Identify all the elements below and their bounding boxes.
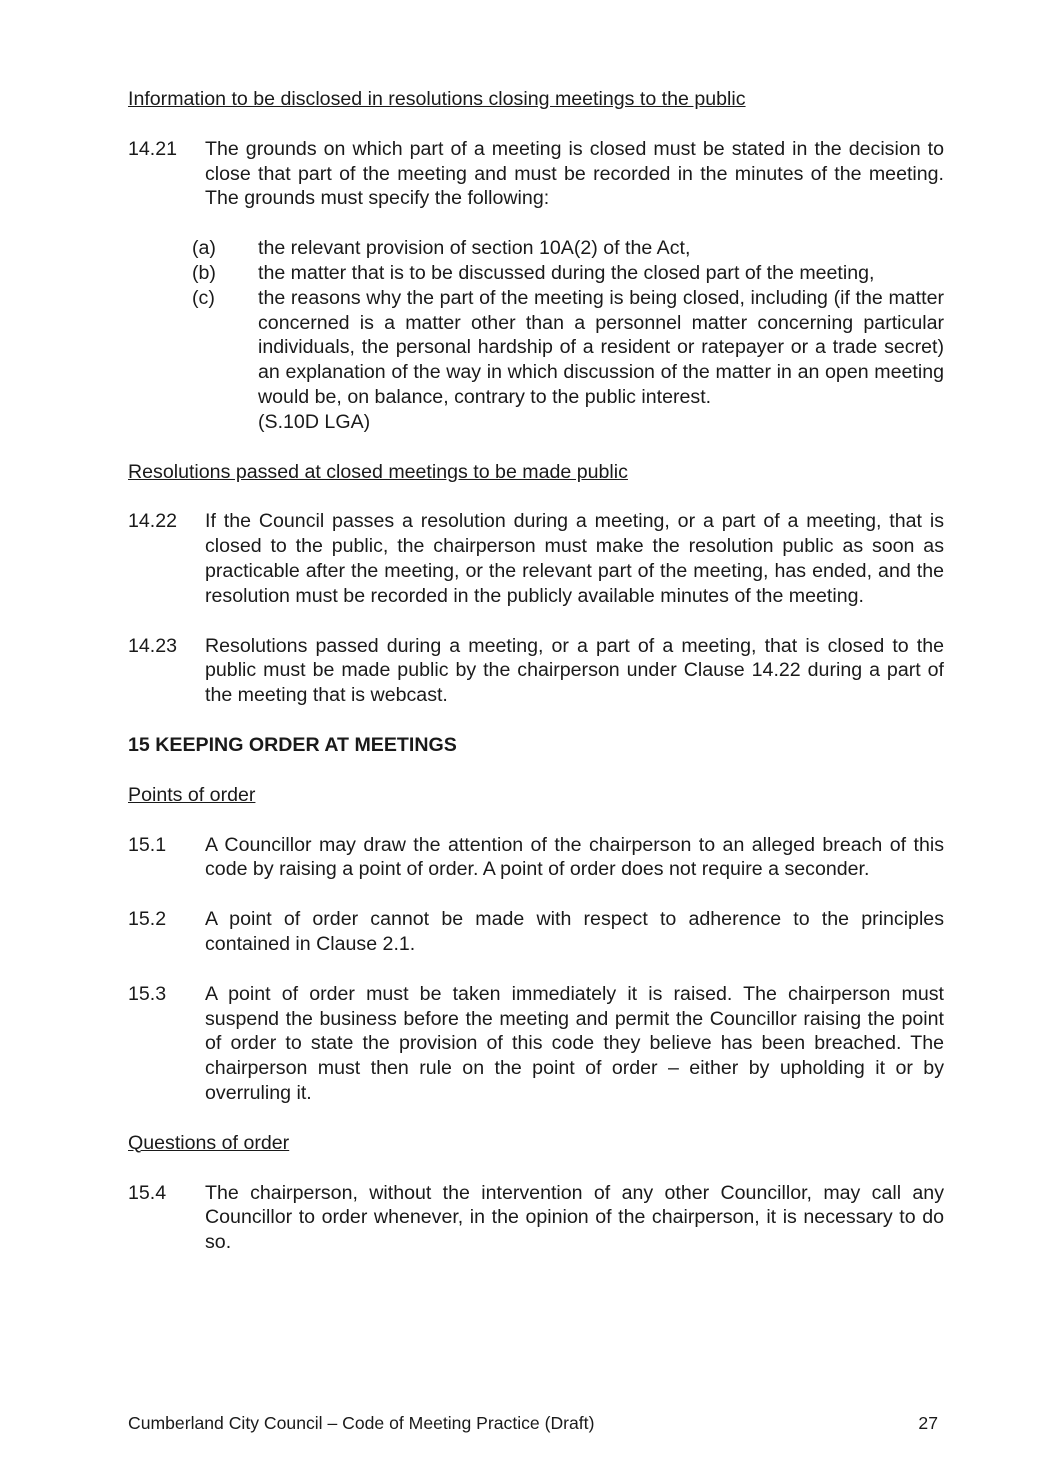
clause-text: A point of order cannot be made with respect to adherence to the principles contained in Clause 2.1.: [205, 908, 944, 955]
clause-text: A point of order must be taken immediately it is raised. The chairperson must suspend the business before the meeting and permit the Councillor raising the point of order to state the provision of this code they believe has been breached. The chairperson must then rule on the point of order – either by upholding it or by overruling it.: [205, 982, 944, 1104]
page-number: 27: [918, 1413, 938, 1433]
subheading-resolutions: Resolutions passed at closed meetings to be made public: [128, 460, 628, 483]
clause-number: 14.22: [128, 510, 178, 533]
clause-number: 15.1: [128, 833, 167, 856]
clause-14-22: [128, 509, 944, 608]
clause-15-2: [128, 907, 944, 957]
subheading-questions-of-order: Questions of order: [128, 1131, 290, 1154]
clause-15-3: [128, 982, 944, 1106]
clause-number: 15.4: [128, 1181, 167, 1204]
section-title: 15 KEEPING ORDER AT MEETINGS: [128, 733, 457, 756]
clause-15-4: [128, 1181, 944, 1255]
footer-title: Cumberland City Council – Code of Meeting Practice (Draft): [128, 1413, 595, 1433]
clause-text: The chairperson, without the intervention of any other Councillor, may call any Councillor to order whenever, in the opinion of the chairperson, it is necessary to do so.: [205, 1181, 944, 1254]
clause-number: 14.21: [128, 137, 178, 160]
clause-number: 15.3: [128, 982, 167, 1005]
page-footer: [128, 1411, 938, 1436]
legislation-reference: (S.10D LGA): [258, 410, 371, 433]
clause-text: A Councillor may draw the attention of the chairperson to an alleged breach of this code by raising a point of order. A point of order does not require a seconder.: [205, 833, 944, 881]
list-item-b: (b) the matter that is to be discussed during the closed part of the meeting,: [192, 261, 875, 284]
list-item-c: (c) the reasons why the part of the meeting is being closed, including (if the matter concerned is a matter other than a personnel matter concerning particular individuals, the personal hardship of a resident or ratepayer or a trade secret) an explanation of the way in which discussion of the matter in an open meeting would be, on balance, contrary to the public interest.: [192, 286, 944, 408]
subheading-points-of-order: Points of order: [128, 783, 256, 806]
clause-text: Resolutions passed during a meeting, or a part of a meeting, that is closed to the public must be made public by the chairperson under Clause 14.22 during a part of the meeting that is webcast.: [205, 634, 944, 707]
document-body: [128, 87, 944, 1255]
list-item-a: (a) the relevant provision of section 10A(2) of the Act,: [192, 237, 691, 260]
clause-text: The grounds on which part of a meeting is closed must be stated in the decision to close that part of the meeting and must be recorded in the minutes of the meeting. The grounds must specify the following:: [205, 137, 944, 210]
clause-14-23: [128, 634, 944, 708]
clause-number: 14.23: [128, 634, 178, 657]
subheading-disclosure: Information to be disclosed in resolutions closing meetings to the public: [128, 88, 746, 110]
clause-14-21: [128, 137, 944, 211]
clause-number: 15.2: [128, 908, 167, 931]
clause-15-1: [128, 833, 944, 883]
clause-text: If the Council passes a resolution during a meeting, or a part of a meeting, that is closed to the public, the chairperson must make the resolution public as soon as practicable after the meeting, or the relevant part of the meeting, has ended, and the resolution must be recorded in the publicly available minutes of the meeting.: [205, 510, 944, 607]
